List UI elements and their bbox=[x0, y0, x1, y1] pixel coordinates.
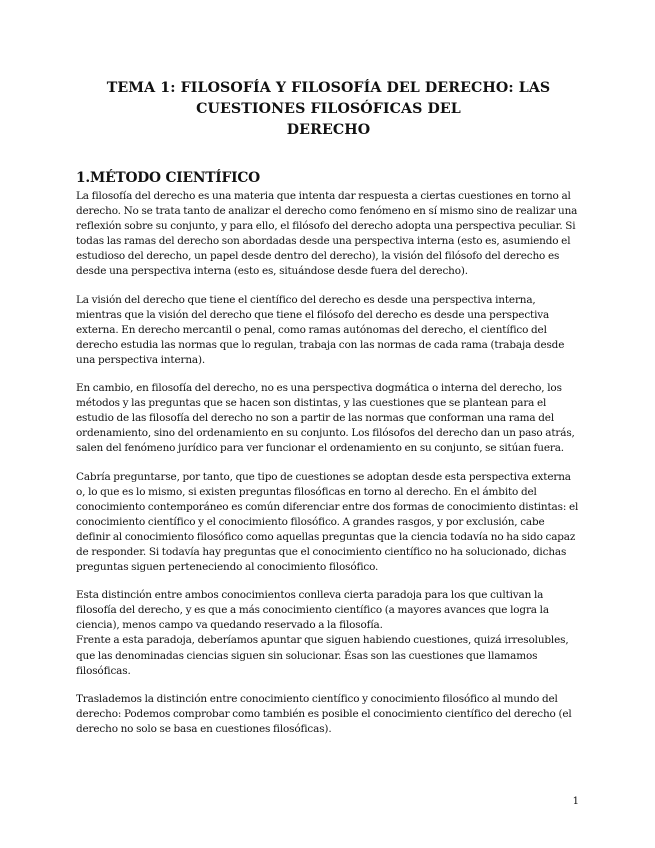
paragraph-7: Traslademos la distinción entre conocimiento científico y conocimiento filosófico al mundo del derecho: Podemos comprobar como también es posible el conocimiento científico del derecho (el derecho no solo se basa en cuestiones filosóficas). bbox=[76, 692, 572, 735]
paragraph-5: Esta distinción entre ambos conocimientos conlleva cierta paradoja para los que cultivan la filosofía del derecho, y es que a más conocimiento científico (a mayores avances que logra la ciencia), menos campo va quedando reservado a la filosofía. bbox=[76, 589, 549, 632]
section-heading: 1.MÉTODO CIENTÍFICO bbox=[76, 170, 260, 186]
paragraph-3: En cambio, en filosofía del derecho, no es una perspectiva dogmática o interna del derecho, los métodos y las preguntas que se hacen son distintas, y las cuestiones que se plantean para el estudio de las filosofía del derecho no son a partir de las normas que conforman una rama del ordenamiento, sino del ordenamiento en su conjunto. Los filósofos del derecho dan un paso atrás, salen del fenómeno jurídico para ver funcionar el ordenamiento en su conjunto, se sitúan fuera. bbox=[76, 382, 575, 455]
title-line-1: TEMA 1: FILOSOFÍA Y FILOSOFÍA DEL DERECHO: LAS bbox=[106, 80, 551, 96]
paragraph-6: Frente a esta paradoja, deberíamos apuntar que siguen habiendo cuestiones, quizá irresolubles, que las denominadas ciencias siguen sin solucionar. Ésas son las cuestiones que llamamos filosóficas. bbox=[76, 634, 569, 677]
page-number: 1 bbox=[572, 796, 579, 807]
paragraph-2: La visión del derecho que tiene el científico del derecho es desde una perspectiva interna, mientras que la visión del derecho que tiene el filósofo del derecho es desde una perspectiva externa. En derecho mercantil o penal, como ramas autónomas del derecho, el científico del derecho estudia las normas que lo regulan, trabaja con las normas de cada rama (trabaja desde una perspectiva interna). bbox=[76, 293, 565, 366]
paragraph-1: La filosofía del derecho es una materia que intenta dar respuesta a ciertas cuestiones en torno al derecho. No se trata tanto de analizar el derecho como fenómeno en sí mismo sino de realizar una reflexión sobre su conjunto, y para ello, el filósofo del derecho adopta una perspectiva peculiar. Si todas las ramas del derecho son abordadas desde una perspectiva interna (esto es, asumiendo el estudioso del derecho, un papel desde dentro del derecho), la visión del filósofo del derecho es desde una perspectiva interna (esto es, situándose desde fuera del derecho). bbox=[76, 190, 578, 278]
paragraph-4: Cabría preguntarse, por tanto, que tipo de cuestiones se adoptan desde esta perspectiva externa o, lo que es lo mismo, si existen preguntas filosóficas en torno al derecho. En el ámbito del conocimiento contemporáneo es común diferenciar entre dos formas de conocimiento distintas: el conocimiento científico y el conocimiento filosófico. A grandes rasgos, y por exclusión, cabe definir al conocimiento filosófico como aquellas preguntas que la ciencia todavía no ha sido capaz de responder. Si todavía hay preguntas que el conocimiento científico no ha solucionado, dichas preguntas siguen perteneciendo al conocimiento filosófico. bbox=[76, 470, 579, 574]
title-line-3: DERECHO bbox=[286, 122, 371, 138]
document-title bbox=[76, 78, 581, 141]
title-line-2: CUESTIONES FILOSÓFICAS DEL bbox=[196, 101, 461, 117]
